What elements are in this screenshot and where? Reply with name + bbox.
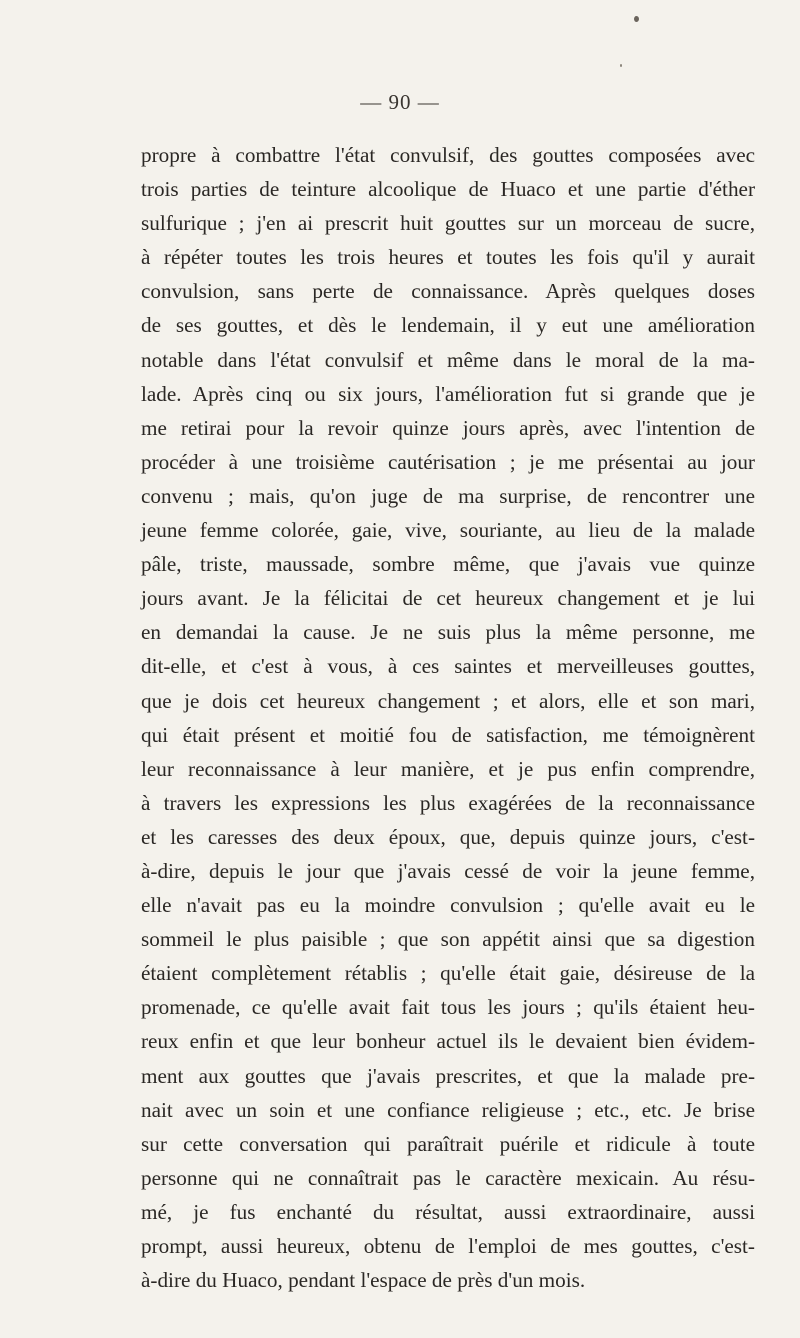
text-line: me retirai pour la revoir quinze jours après, avec l'intention de <box>141 415 755 440</box>
text-line: et les caresses des deux époux, que, depuis quinze jours, c'est- <box>141 824 755 849</box>
text-line: sur cette conversation qui paraîtrait puérile et ridicule à toute <box>141 1131 755 1156</box>
text-line: dit-elle, et c'est à vous, à ces saintes et merveilleuses gouttes, <box>141 654 755 679</box>
text-line: notable dans l'état convulsif et même dans le moral de la ma- <box>141 347 755 372</box>
text-line: jours avant. Je la félicitai de cet heureux changement et je lui <box>141 586 755 611</box>
text-line: qui était présent et moitié fou de satisfaction, me témoignèrent <box>141 722 755 747</box>
text-line: lade. Après cinq ou six jours, l'amélioration fut si grande que je <box>141 381 755 406</box>
text-line: que je dois cet heureux changement ; et alors, elle et son mari, <box>141 688 755 713</box>
text-line: à répéter toutes les trois heures et toutes les fois qu'il y aurait <box>141 245 755 270</box>
text-line: à-dire, depuis le jour que j'avais cessé de voir la jeune femme, <box>141 858 755 883</box>
text-line: leur reconnaissance à leur manière, et je pus enfin comprendre, <box>141 756 755 781</box>
ink-speck <box>634 16 639 22</box>
text-line: sommeil le plus paisible ; que son appétit ainsi que sa digestion <box>141 927 755 952</box>
text-line: pâle, triste, maussade, sombre même, que j'avais vue quinze <box>141 552 755 577</box>
text-line: convenu ; mais, qu'on juge de ma surprise, de rencontrer une <box>141 483 755 508</box>
text-line: convulsion, sans perte de connaissance. Après quelques doses <box>141 279 755 304</box>
text-line: en demandai la cause. Je ne suis plus la même personne, me <box>141 620 755 645</box>
text-line: procéder à une troisième cautérisation ; je me présentai au jour <box>141 449 755 474</box>
text-line: elle n'avait pas eu la moindre convulsion ; qu'elle avait eu le <box>141 893 755 918</box>
page-number: — 90 — <box>360 90 440 114</box>
text-line: ment aux gouttes que j'avais prescrites, et que la malade pre- <box>141 1063 755 1088</box>
text-line: étaient complètement rétablis ; qu'elle était gaie, désireuse de la <box>141 961 755 986</box>
text-line: personne qui ne connaîtrait pas le caractère mexicain. Au résu- <box>141 1165 755 1190</box>
text-line: nait avec un soin et une confiance religieuse ; etc., etc. Je brise <box>141 1097 755 1122</box>
ink-speck-small <box>620 64 622 67</box>
text-line: reux enfin et que leur bonheur actuel ils le devaient bien évidem- <box>141 1029 755 1054</box>
text-line: à travers les expressions les plus exagérées de la reconnaissance <box>141 790 755 815</box>
text-line: promenade, ce qu'elle avait fait tous les jours ; qu'ils étaient heu- <box>141 995 755 1020</box>
text-line: à-dire du Huaco, pendant l'espace de près d'un mois. <box>141 1268 586 1293</box>
text-line: mé, je fus enchanté du résultat, aussi extraordinaire, aussi <box>141 1199 755 1224</box>
text-line: sulfurique ; j'en ai prescrit huit gouttes sur un morceau de sucre, <box>141 211 755 236</box>
body-text <box>141 138 755 1297</box>
text-line: jeune femme colorée, gaie, vive, souriante, au lieu de la malade <box>141 518 755 543</box>
text-line: trois parties de teinture alcoolique de Huaco et une partie d'éther <box>141 177 755 202</box>
text-line: prompt, aussi heureux, obtenu de l'emploi de mes gouttes, c'est- <box>141 1234 755 1258</box>
text-line: propre à combattre l'état convulsif, des gouttes composées avec <box>141 143 755 167</box>
text-line: de ses gouttes, et dès le lendemain, il y eut une amélioration <box>141 313 755 338</box>
